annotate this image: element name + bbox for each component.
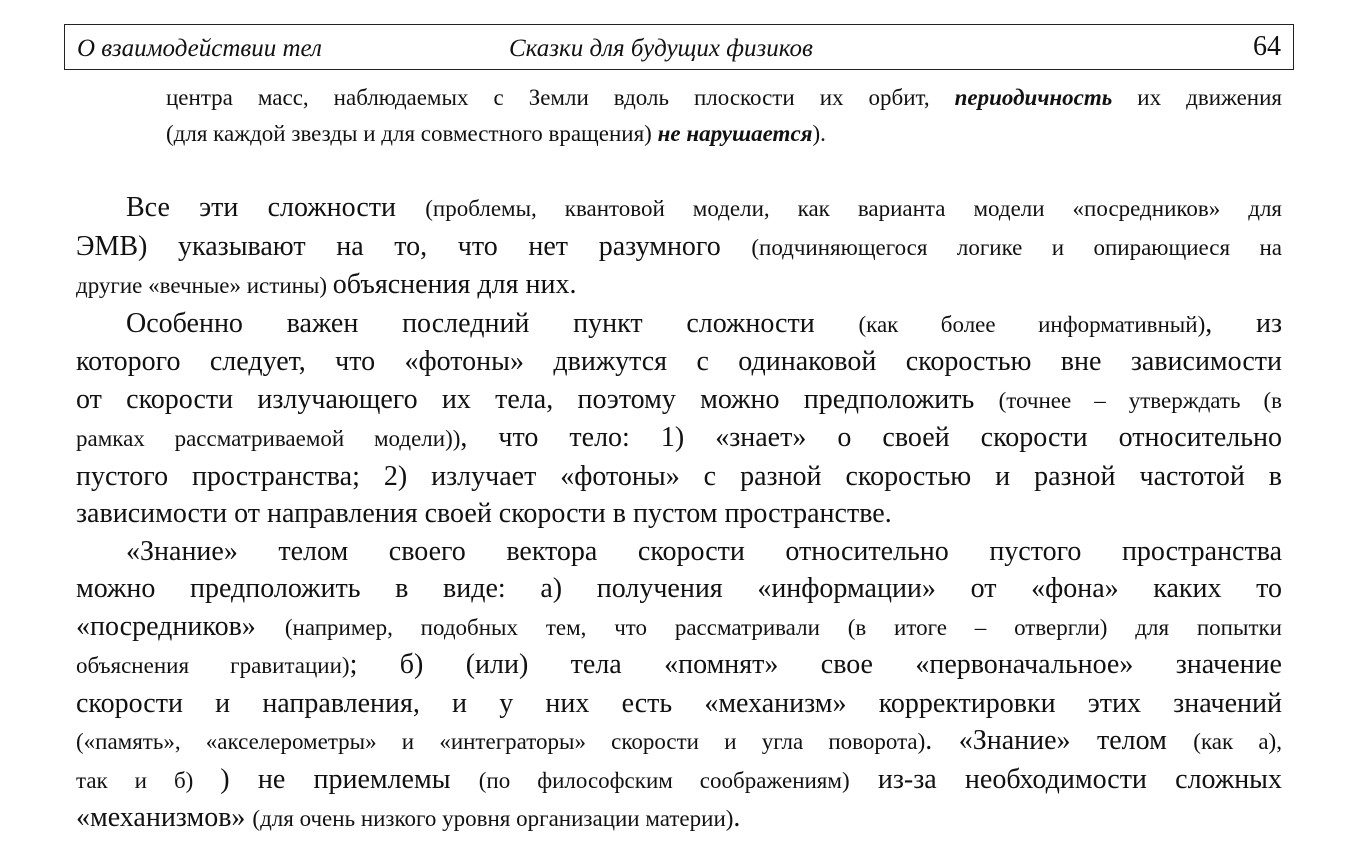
emphasis-text: периодичность [954,85,1113,110]
text-line [76,761,1282,800]
text-line [76,189,1282,228]
text-run: ; б) (или) тела «помнят» свое «первоначальное» значение [349,649,1282,680]
text-run-small: рамках рассматриваемой модели)) [76,426,461,451]
emphasis-text: не нарушается [657,121,813,146]
text-run-small: (например, подобных тем, что рассматривали (в итоге – отвергли) для попытки [284,614,1282,640]
text-run-small: (для очень низкого уровня организации материи) [252,806,734,831]
text-run: , из [1205,307,1283,339]
header-chapter-title: О взаимодействии тел [77,35,322,62]
running-header [64,24,1294,70]
text-line: можно предположить в виде: а) получения «информации» от «фона» каких то [76,573,1282,604]
text-run: ). [812,121,826,146]
text-run: центра масс, наблюдаемых с Земли вдоль плоскости их орбит, [166,85,955,110]
text-run: ЭМВ) указывают на то, что нет разумного [76,230,752,262]
text-run: от скорости излучающего их тела, поэтому можно предположить [76,383,999,415]
text-run-small: (как а), [1193,729,1282,754]
text-line [76,646,1282,685]
text-run-small: (как более информативный) [858,311,1206,337]
text-run-small: другие «вечные» истины) [76,273,333,298]
text-run: «механизмов» [76,802,253,833]
text-line [76,419,1282,458]
text-line [166,80,1282,116]
text-run: ) не приемлемы [220,763,479,795]
text-run: , что тело: 1) «знает» о своей скорости относительно [460,422,1282,453]
text-run-small: так и б) [76,767,221,793]
text-line: пустого пространства; 2) излучает «фотоны» с разной скоростью и разной частотой в [76,460,1282,492]
text-line: скорости и направления, и у них есть «механизм» корректировки этих значений [76,687,1282,719]
header-book-title: Сказки для будущих физиков [509,35,813,62]
text-line [76,799,1282,838]
text-run: из-за необходимости сложных [849,763,1282,795]
text-line: «Знание» телом своего вектора скорости относительно пустого пространства [126,535,1282,567]
text-run: Все эти сложности [126,192,426,223]
text-run-small: (по философским соображениям) [478,767,850,793]
text-run-small: («память», «акселерометры» и «интеграторы» скорости и угла поворота) [76,729,926,754]
text-run: Особенно важен последний пункт сложности [126,307,859,339]
text-run-small: объяснения гравитации) [76,653,350,678]
text-line: которого следует, что «фотоны» движутся с одинаковой скоростью вне зависимости [76,346,1282,377]
text-run: «посредников» [76,610,285,642]
text-line [76,228,1282,267]
text-run: . «Знание» телом [925,725,1194,756]
text-run-small: (проблемы, квантовой модели, как варианта модели «посредников» для [425,196,1282,221]
text-run: их движения [1112,85,1282,110]
text-line [166,116,1282,152]
page-number: 64 [1253,31,1281,62]
body-text [76,189,1282,838]
text-line [76,722,1282,761]
text-run-small: (точнее – утверждать (в [998,387,1282,413]
text-run-small: (подчиняющегося логике и опирающиеся на [751,234,1282,260]
text-line [76,266,1282,305]
text-line: зависимости от направления своей скорости в пустом пространстве. [76,498,892,529]
text-line [76,305,1282,344]
text-line [76,608,1282,647]
text-run: объяснения для них. [332,269,577,300]
text-line [76,381,1282,420]
continued-paragraph [166,80,1282,152]
text-run: . [733,802,741,833]
text-run: (для каждой звезды и для совместного вращения) [166,121,658,146]
